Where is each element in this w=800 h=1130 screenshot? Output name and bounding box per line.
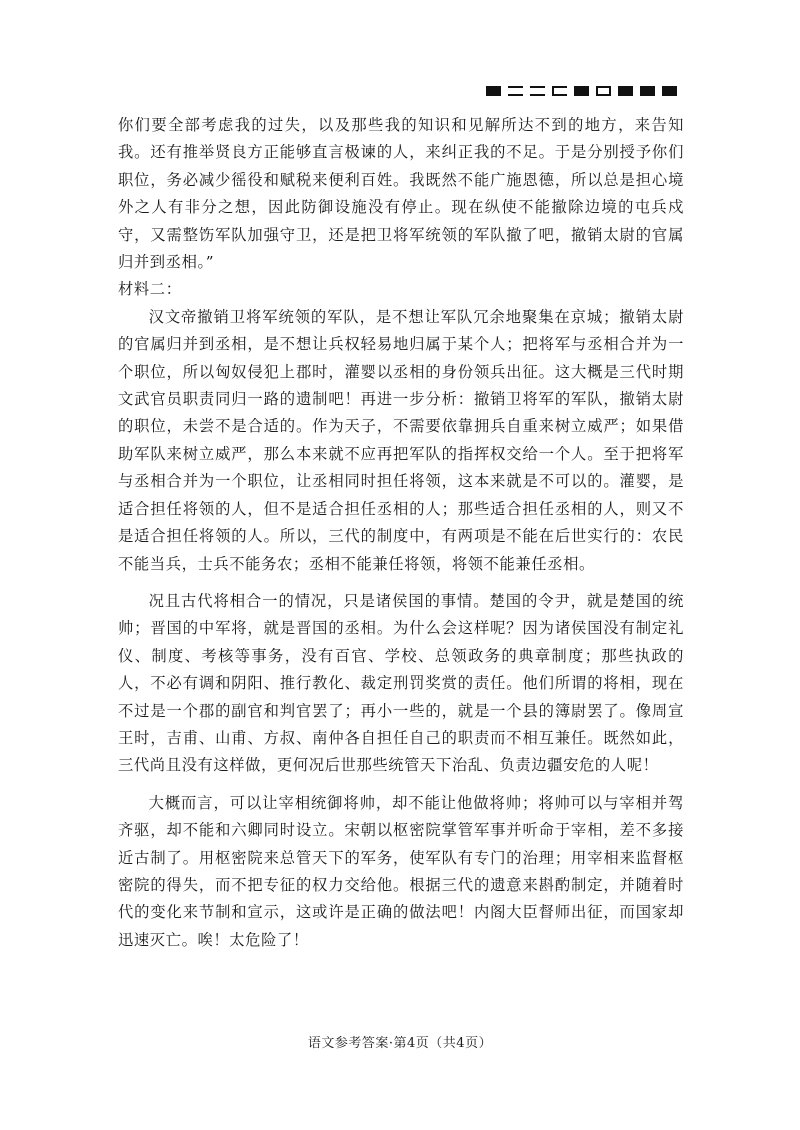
answer-content — [118, 112, 684, 954]
material-two-label: 材料二： — [118, 280, 182, 299]
header-marks — [486, 86, 677, 96]
page-footer: 语文参考答案·第4页（共4页） — [307, 1036, 493, 1051]
material-two-paragraph-2: 况且古代将相合一的情况，只是诸侯国的事情。楚国的令尹，就是楚国的统帅；晋国的中军将，就是晋国的丞相。为什么会这样呢？因为诸侯国没有制定礼仪、制度、考核等事务，没有百官、学校、总领政务的典章制度；那些执政的人，不必有调和阴阳、推行教化、裁定刑罚奖赏的责任。他们所谓的将相，现在不过是一个郡的副官和判官罢了；再小一些的，就是一个县的簿尉罢了。像周宣王时，吉甫、山甫、方叔、南仲各自担任自己的职责而不相互兼任。既然如此，三代尚且没有这样做，更何况后世那些统管天下治乱、负责边疆安危的人呢！ — [118, 591, 684, 775]
black-square-mark — [618, 86, 633, 96]
material-one-continuation: 你们要全部考虑我的过失，以及那些我的知识和见解所达不到的地方，来告知我。还有推举贤良方正能够直言极谏的人，来纠正我的不足。于是分别授予你们职位，务必减少徭役和赋税来便利百姓。我既然不能广施恩德，所以总是担心境外之人有非分之想，因此防御设施没有停止。现在纵使不能撤除边境的屯兵戍守，又需整饬军队加强守卫，还是把卫将军统领的军队撤了吧，撤销太尉的官属归并到丞相。” — [118, 116, 684, 272]
double-line-mark — [508, 86, 523, 96]
black-square-mark — [640, 86, 655, 96]
material-two-paragraph-1: 汉文帝撤销卫将军统领的军队，是不想让军队冗余地聚集在京城；撤销太尉的官属归并到丞相，是不想让兵权轻易地归属于某个人；把将军与丞相合并为一个职位，所以匈奴侵犯上郡时，灌婴以丞相的身份领兵出征。这大概是三代时期文武官员职责同归一路的遗制吧！再进一步分析：撤销卫将军的军队，撤销太尉的职位，未尝不是合适的。作为天子，不需要依靠拥兵自重来树立威严；如果借助军队来树立威严，那么本来就不应再把军队的指挥权交给一个人。至于把将军与丞相合并为一个职位，让丞相同时担任将领，这本来就是不可以的。灌婴，是适合担任将领的人，但不是适合担任丞相的人；那些适合担任丞相的人，则又不是适合担任将领的人。所以，三代的制度中，有两项是不能在后世实行的：农民不能当兵，士兵不能务农；丞相不能兼任将领，将领不能兼任丞相。 — [118, 307, 684, 573]
black-square-mark — [574, 86, 589, 96]
black-square-mark — [486, 86, 501, 96]
bracket-mark — [552, 86, 567, 96]
material-two-paragraph-3: 大概而言，可以让宰相统御将帅，却不能让他做将帅；将帅可以与宰相并驾齐驱，却不能和六卿同时设立。宋朝以枢密院掌管军事并听命于宰相，差不多接近古制了。用枢密院来总管天下的军务，使军队有专门的治理；用宰相来监督枢密院的得失，而不把专征的权力交给他。根据三代的遗意来斟酌制定，并随着时代的变化来节制和宣示，这或许是正确的做法吧！内阁大臣督师出征，而国家却迅速灭亡。唉！太危险了！ — [118, 793, 684, 949]
double-line-mark — [530, 86, 545, 96]
hollow-square-mark — [596, 86, 611, 96]
black-square-mark — [662, 86, 677, 96]
